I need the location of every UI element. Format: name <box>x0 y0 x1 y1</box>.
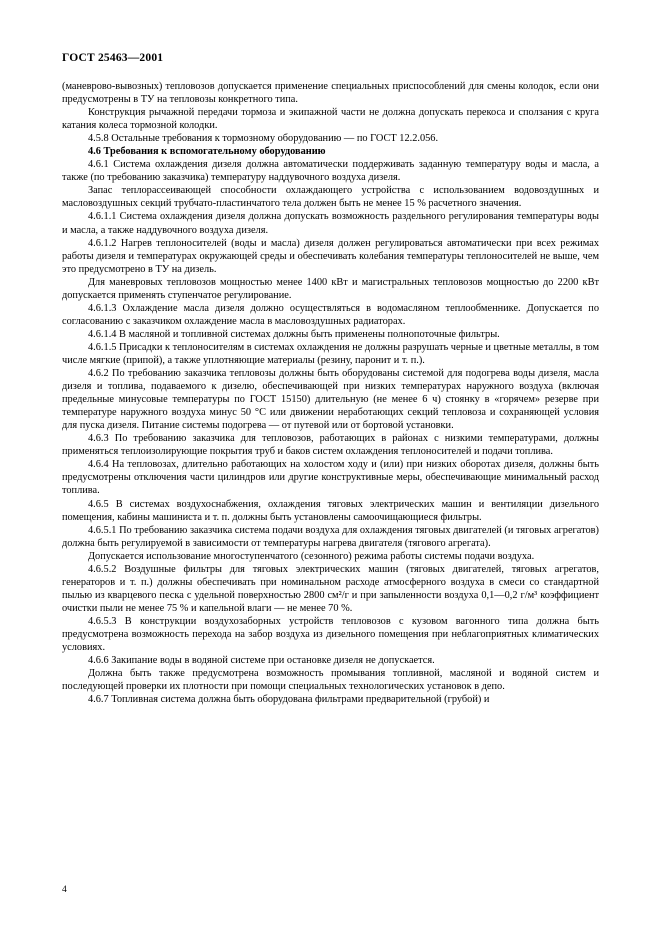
clause-4-6-1-3: 4.6.1.3 Охлаждение масла дизеля должно осуществляться в водомасляном теплообменнике. Допускается по согласованию с заказчиком охлаждение масла в масловоздушных радиаторах. <box>62 302 599 327</box>
clause-4-6-1-1: 4.6.1.1 Система охлаждения дизеля должна допускать возможность раздельного регулирования температуры воды и масла, а также наддувочного воздуха дизеля. <box>62 211 599 236</box>
paragraph-step-regulation: Для маневровых тепловозов мощностью менее 1400 кВт и магистральных тепловозов мощностью до 2200 кВт допускается применять ступенчатое регулирование. <box>62 276 599 301</box>
clause-4-6-3: 4.6.3 По требованию заказчика для тепловозов, работающих в районах с низкими температурами, должны применяться теплоизолирующие покрытия труб и баков систем охлаждения теплоносителей и подачи топлива. <box>62 433 599 458</box>
clause-4-6-2: 4.6.2 По требованию заказчика тепловозы должны быть оборудованы системой для подогрева воды дизеля, масла дизеля и топлива, подаваемого к дизелю, обеспечивающей при низких температурах наружного воздуха (включая предельные минусовые температуры по ГОСТ 15150) длительную (не менее 6 ч) стоянку в «горячем» резерве при температуре наружного воздуха минус 50 °С или движении неработающих секций тепловоза и сохраняющей условия для пуска дизеля. Питание системы подогрева — от путевой или от бортовой установки. <box>62 368 599 432</box>
document-header: ГОСТ 25463—2001 <box>62 52 164 64</box>
clause-4-6-5-2: 4.6.5.2 Воздушные фильтры для тяговых электрических машин (тяговых двигателей, тяговых агрегатов, генераторов и т. п.) должны обеспечивать при номинальном расходе атмосферного воздуха в смеси со стандартной пылью из кварцевого песка с удельной поверхностью 2800 см²/г и при запыленности воздуха 0,1—0,2 г/м³ коэффициент очистки пыли не менее 75 % и капельной влаги — не менее 70 %. <box>62 563 599 614</box>
clause-4-6-1-2: 4.6.1.2 Нагрев теплоносителей (воды и масла) дизеля должен регулироваться автоматически при всех режимах работы дизеля и температурах окружающей среды и обеспечивать колебания температуры теплоносителей не выше, чем это предусмотрено в ТУ на дизель. <box>62 237 599 275</box>
clause-4-6-5-1: 4.6.5.1 По требованию заказчика система подачи воздуха для охлаждения тяговых двигателей (и тяговых агрегатов) должна быть регулируемой в зависимости от температуры нагрева двигателя (тягового агрегата). <box>62 524 599 549</box>
clause-4-6-4: 4.6.4 На тепловозах, длительно работающих на холостом ходу и (или) при низких оборотах дизеля, должны быть предусмотрены отключения части цилиндров или другие конструктивные меры, обеспечивающие минимальный расход топлива. <box>62 459 599 497</box>
page-number: 4 <box>62 885 67 895</box>
clause-4-6-7: 4.6.7 Топливная система должна быть оборудована фильтрами предварительной (грубой) и <box>88 694 490 706</box>
paragraph-continuation: (маневрово-вывозных) тепловозов допускается применение специальных приспособлений для смены колодок, если они предусмотрены в ТУ на тепловозы конкретного типа. <box>62 81 599 106</box>
section-heading-4-6: 4.6 Требования к вспомогательному оборудованию <box>88 146 326 158</box>
clause-4-6-5-3: 4.6.5.3 В конструкции воздухозаборных устройств тепловозов с кузовом вагонного типа должна быть предусмотрена возможность перехода на забор воздуха из дизельного помещения при неблагоприятных климатических условиях. <box>62 615 599 654</box>
paragraph-multistage-mode: Допускается использование многоступенчатого (сезонного) режима работы системы подачи воздуха. <box>88 550 535 562</box>
clause-4-6-1-4: 4.6.1.4 В масляной и топливной системах должны быть применены полнопоточные фильтры. <box>88 328 500 340</box>
paragraph-brake-linkage: Конструкция рычажной передачи тормоза и экипажной части не должна допускать перекоса и сползания с круга катания колеса тормозной колодки. <box>62 107 599 132</box>
paragraph-flushing: Должна быть также предусмотрена возможность промывания топливной, масляной и водяной систем и последующей проверки их плотности при помощи специальных технологических установок в депо. <box>62 668 599 693</box>
paragraph-cooling-reserve: Запас теплорассеивающей способности охлаждающего устройства с использованием водовоздушных и масловоздушных секций трубчато-пластинчатого тела должен быть не менее 15 % расчетного значения. <box>62 185 599 210</box>
clause-4-6-6: 4.6.6 Закипание воды в водяной системе при остановке дизеля не допускается. <box>88 655 435 667</box>
document-body <box>62 80 599 706</box>
clause-4-6-1-5: 4.6.1.5 Присадки к теплоносителям в системах охлаждения не должны разрушать черные и цветные металлы, в том числе мягкие (припой), а также уплотняющие материалы (резину, паронит и т. п.). <box>62 341 599 366</box>
clause-4-6-5: 4.6.5 В системах воздухоснабжения, охлаждения тяговых электрических машин и вентиляции дизельного помещения, кабины машиниста и т. п. должны быть установлены самоочищающиеся фильтры. <box>62 498 599 523</box>
clause-4-5-8: 4.5.8 Остальные требования к тормозному оборудованию — по ГОСТ 12.2.056. <box>88 133 439 145</box>
clause-4-6-1: 4.6.1 Система охлаждения дизеля должна автоматически поддерживать заданную температуру воды и масла, а также (по требованию заказчика) температуру наддувочного воздуха дизеля. <box>62 159 599 184</box>
